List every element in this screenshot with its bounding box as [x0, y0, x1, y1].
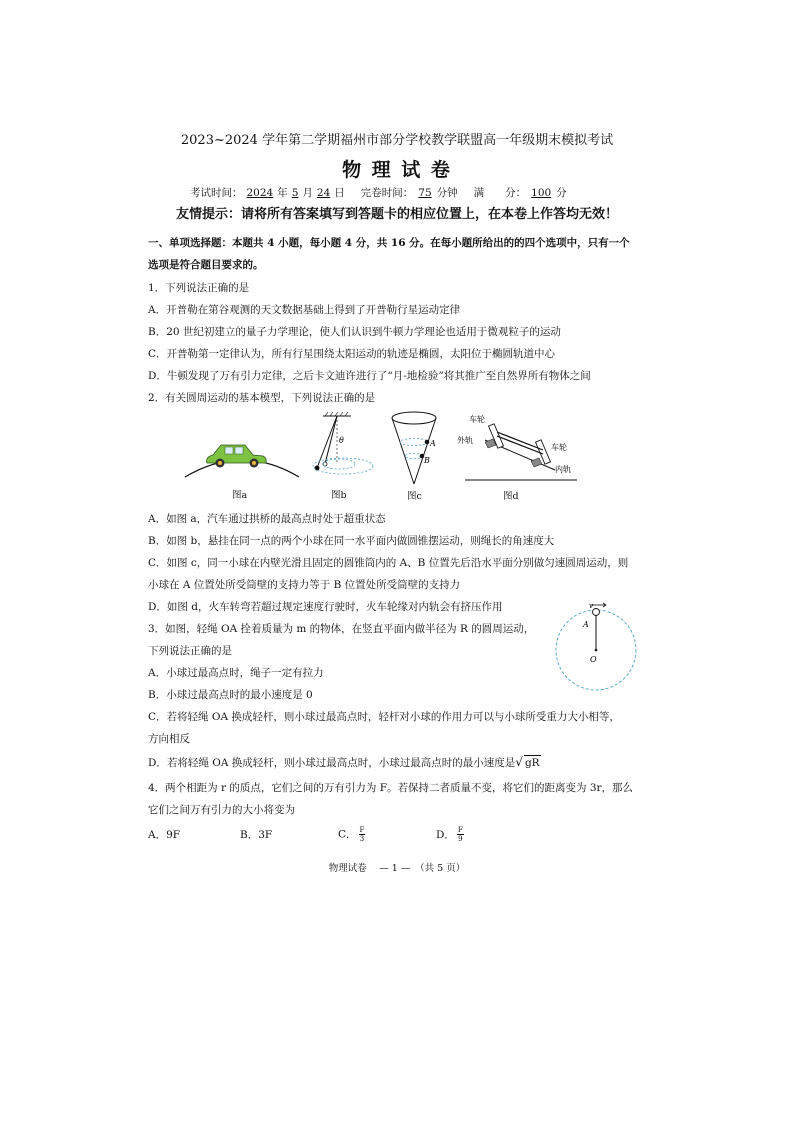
- q1-option-a: A．开普勒在第谷观测的天文数据基础上得到了开普勒行星运动定律: [148, 304, 461, 316]
- frac-c-num: F: [359, 826, 365, 834]
- year-char: 年: [277, 187, 288, 199]
- q1-option-c: C．开普勒第一定律认为，所有行星围绕太阳运动的轨迹是椭圆，太阳位于椭圆轨道中心: [148, 348, 556, 360]
- figure-d-train-track: [455, 410, 580, 485]
- q4-option-c-label: C．: [338, 828, 357, 841]
- q3-option-a: A．小球过最高点时，绳子一定有拉力: [148, 667, 324, 679]
- frac-d-num: F: [457, 826, 463, 834]
- q4-stem-2: 它们之间万有引力的大小将变为: [148, 804, 295, 816]
- figure-a-car-bridge: [183, 425, 301, 483]
- frac-d-den: 9: [458, 835, 463, 843]
- q4-stem-1: 4．两个相距为 r 的质点，它们之间的万有引力为 F。若保持二者质量不变，将它们的距离变为 3r，那么: [148, 782, 634, 794]
- day-char: 日: [334, 187, 345, 199]
- fraction-f-over-3: [359, 826, 366, 843]
- q2-option-d: D．如图 d，火车转弯若超过规定速度行驶时，火车轮缘对内轨会有挤压作用: [148, 601, 503, 613]
- q2-option-c-1: C．如图 c，同一小球在内壁光滑且固定的圆锥筒内的 A、B 位置先后沿水平面分别做匀速圆周运动，则: [148, 557, 629, 569]
- q3-option-b: B．小球过最高点时的最小速度是 0: [148, 689, 313, 701]
- score-unit: 分: [556, 187, 567, 199]
- point-b-label: B: [424, 456, 430, 465]
- q1-option-d: D．牛顿发现了万有引力定律，之后卡文迪许进行了“月-地检验”将其推广至自然界所有物体之间: [148, 370, 591, 382]
- point-o-label-q3: O: [590, 655, 597, 664]
- q3-option-c-2: 方向相反: [148, 733, 190, 745]
- section1-instruction-1: 一、单项选择题：本题共 4 小题，每小题 4 分，共 16 分。在每小题所给出的的四个选项中，只有一个: [148, 237, 630, 249]
- q3-stem-2: 下列说法正确的是: [148, 645, 232, 657]
- q4-option-a: A．9F: [148, 828, 181, 841]
- wheel-label-2: 车轮: [551, 443, 567, 452]
- fraction-f-over-9: [457, 826, 464, 843]
- figure-q3-vertical-circle: [553, 600, 645, 692]
- wheel-label-1: 车轮: [469, 415, 485, 424]
- q4-option-d: [436, 826, 466, 843]
- outer-rail-label: 外轨: [457, 436, 473, 445]
- figure-a-caption: 图a: [232, 490, 248, 501]
- paper-title: 物 理 试 卷: [342, 159, 452, 181]
- frac-c-den: 3: [359, 835, 365, 843]
- q2-option-b: B．如图 b，悬挂在同一点的两个小球在同一水平面内做圆锥摆运动，则绳长的角速度大: [148, 535, 555, 547]
- inner-rail-label: 内轨: [555, 465, 571, 474]
- q3-option-d: D．若将轻绳 OA 换成轻杆，则小球过最高点时，小球过最高点时的最小速度是√ gR: [148, 755, 540, 769]
- exam-year: 2024: [246, 187, 274, 199]
- q2-option-a: A．如图 a，汽车通过拱桥的最高点时处于超重状态: [148, 513, 386, 525]
- figure-c-cone: [390, 410, 445, 488]
- point-a-label-q3: A: [583, 620, 589, 629]
- score-value: 100: [531, 187, 552, 199]
- q2-option-c-2: 小球在 A 位置处所受筒壁的支持力等于 B 位置处所受筒壁的支持力: [148, 579, 461, 591]
- q2-stem: 2．有关圆周运动的基本模型，下列说法正确的是: [148, 392, 376, 404]
- q4-option-c: [338, 826, 436, 843]
- page-footer: 物理试卷 — 1 — （共 5 页）: [328, 863, 466, 874]
- q3-option-d-text: D．若将轻绳 OA 换成轻杆，则小球过最高点时，小球过最高点时的最小速度是: [148, 757, 516, 769]
- velocity-label: v: [589, 601, 594, 610]
- exam-month: 5: [291, 187, 299, 199]
- notice: 友情提示：请将所有答案填写到答题卡的相应位置上，在本卷上作答均无效！: [175, 207, 618, 222]
- q1-option-b: B．20 世纪初建立的量子力学理论，使人们认识到牛顿力学理论也适用于微观粒子的运动: [148, 326, 561, 338]
- q4-options: [148, 826, 466, 843]
- exam-time-label: 考试时间：: [190, 187, 243, 199]
- school-title: 2023~2024 学年第二学期福州市部分学校教学联盟高一年级期末模拟考试: [180, 133, 614, 148]
- figure-c-caption: 图c: [407, 491, 422, 502]
- exam-day: 24: [316, 187, 331, 199]
- theta-label: θ: [339, 436, 344, 445]
- duration-unit: 分钟: [436, 187, 458, 199]
- sqrt-gr: gR: [524, 757, 540, 769]
- q3-option-c-1: C．若将轻绳 OA 换成轻杆，则小球过最高点时，轻杆对小球的作用力可以与小球所受重力大小相等，: [148, 711, 620, 723]
- score-label: 满 分：: [473, 187, 527, 199]
- point-a-label: A: [430, 439, 436, 448]
- q3-stem-1: 3．如图，轻绳 OA 拴着质量为 m 的物体，在竖直平面内做半径为 R 的圆周运动，: [148, 623, 535, 635]
- q4-option-d-label: D．: [436, 828, 455, 841]
- q4-option-b: B．3F: [240, 828, 273, 841]
- figure-b-conical-pendulum: [303, 412, 383, 487]
- figure-b-caption: 图b: [331, 490, 347, 501]
- q1-stem: 1．下列说法正确的是: [148, 282, 250, 294]
- duration-value: 75: [418, 187, 432, 199]
- month-char: 月: [302, 187, 313, 199]
- figure-d-caption: 图d: [503, 491, 519, 502]
- duration-label: 完卷时间：: [360, 187, 414, 199]
- exam-info: [190, 186, 567, 200]
- section1-instruction-2: 选项是符合题目要求的。: [148, 259, 264, 271]
